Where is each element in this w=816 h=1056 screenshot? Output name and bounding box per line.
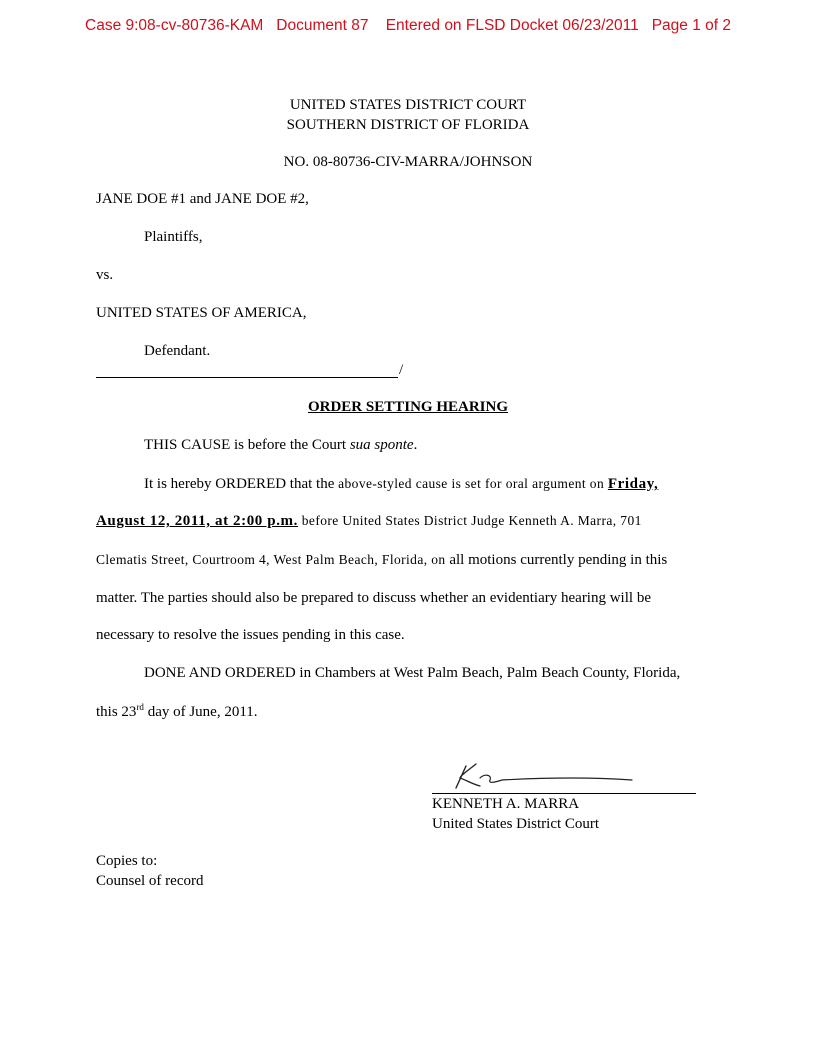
judge-name: KENNETH A. MARRA bbox=[432, 796, 580, 812]
hearing-date-time: August 12, 2011, at 2:00 p.m. bbox=[96, 513, 298, 529]
plaintiffs-label: Plaintiffs, bbox=[144, 229, 203, 245]
signature-line bbox=[432, 793, 696, 794]
document-number-stamp: Document 87 bbox=[276, 17, 369, 34]
plaintiffs-names: JANE DOE #1 and JANE DOE #2, bbox=[96, 191, 309, 207]
court-name-line1: UNITED STATES DISTRICT COURT bbox=[289, 97, 527, 113]
page-count-stamp: Page 1 of 2 bbox=[651, 17, 731, 34]
done-ordered-line-2: this 23rd day of June, 2011. bbox=[96, 702, 258, 720]
judge-title: United States District Court bbox=[432, 816, 600, 832]
copies-recipient: Counsel of record bbox=[96, 873, 204, 889]
order-line-2: August 12, 2011, at 2:00 p.m. before United States District Judge Kenneth A. Marra, 701 bbox=[96, 513, 642, 529]
case-number: NO. 08-80736-CIV-MARRA/JOHNSON bbox=[283, 154, 533, 170]
versus: vs. bbox=[96, 267, 114, 283]
case-number-stamp: Case 9:08-cv-80736-KAM bbox=[85, 17, 264, 34]
order-line-3: Clematis Street, Courtroom 4, West Palm Beach, Florida, on all motions currently pending in this bbox=[96, 552, 668, 568]
defendant-label: Defendant. bbox=[144, 343, 211, 359]
paragraph-sua-sponte: THIS CAUSE is before the Court sua sponte. bbox=[144, 437, 418, 453]
hearing-day: Friday, bbox=[607, 476, 659, 492]
entered-docket-stamp: Entered on FLSD Docket 06/23/2011 bbox=[385, 17, 639, 34]
court-name-line2: SOUTHERN DISTRICT OF FLORIDA bbox=[286, 117, 530, 133]
defendant-name: UNITED STATES OF AMERICA, bbox=[96, 305, 307, 321]
caption-rule bbox=[96, 377, 398, 378]
order-title: ORDER SETTING HEARING bbox=[307, 399, 509, 415]
order-line-1: It is hereby ORDERED that the above-styled cause is set for oral argument on Friday, bbox=[144, 476, 659, 492]
docket-header bbox=[0, 17, 816, 35]
order-line-4: matter. The parties should also be prepared to discuss whether an evidentiary hearing will be bbox=[96, 590, 651, 606]
order-line-5: necessary to resolve the issues pending in this case. bbox=[96, 627, 405, 643]
done-ordered-line-1: DONE AND ORDERED in Chambers at West Palm Beach, Palm Beach County, Florida, bbox=[144, 665, 681, 681]
judge-signature-image bbox=[450, 758, 640, 794]
caption-slash: / bbox=[399, 362, 404, 378]
copies-label: Copies to: bbox=[96, 853, 158, 869]
